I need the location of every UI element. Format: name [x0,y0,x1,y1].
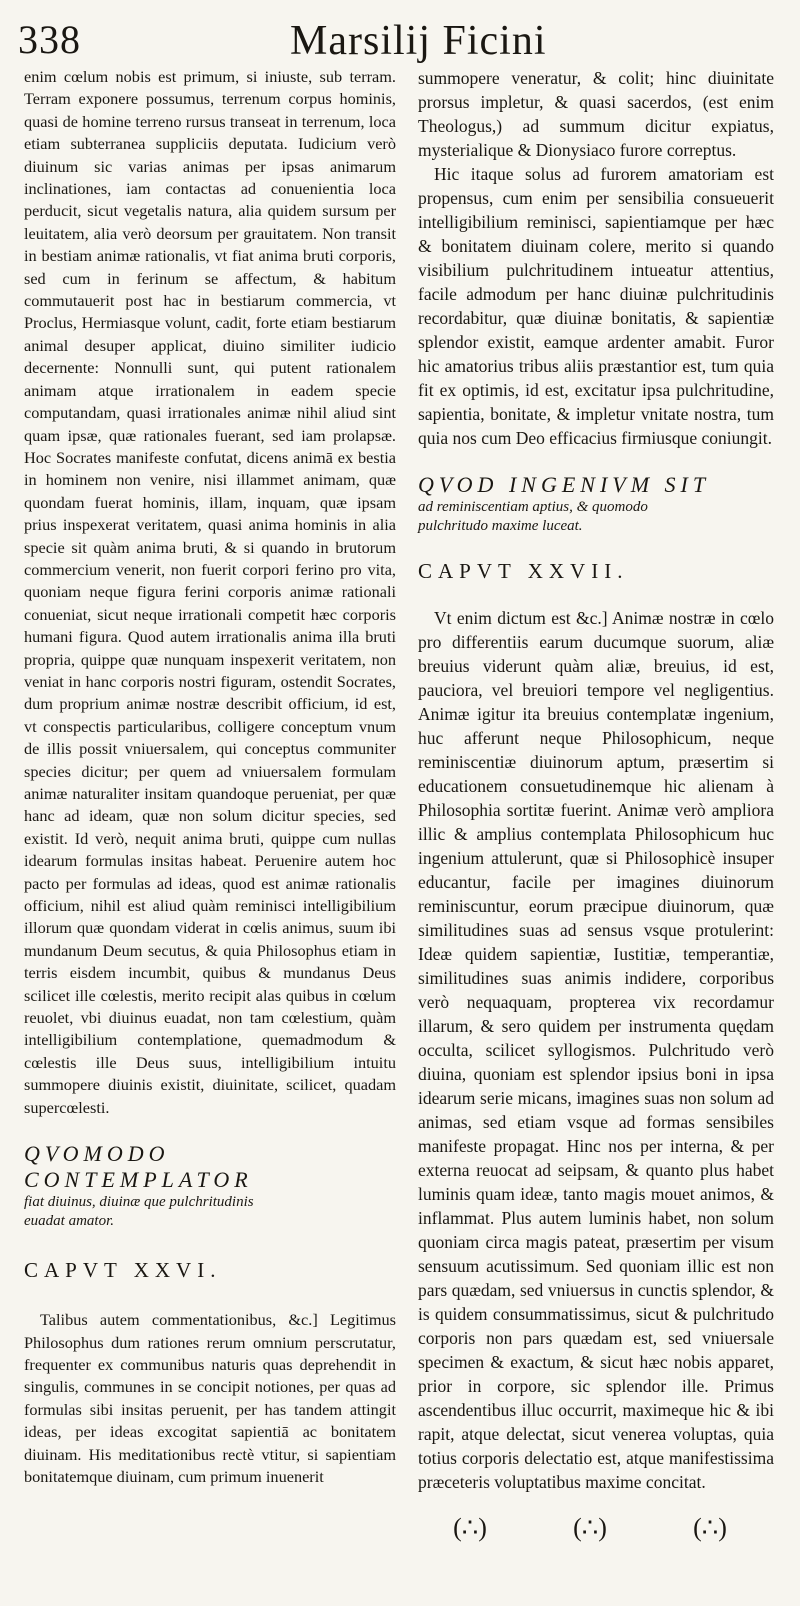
left-paragraph-2: Talibus autem commentationibus, &c.] Legitimus Philosophus dum rationes rerum omnium perscrutatur, frequenter ex communibus naturis quas deprehendit in singulis, communes in se concipit notiones, per quas ad formulas sibi insitas peruenit, per has tandem attingit ideas, per ideas excogitat sapientiā ac bonitatem diuinam. His meditationibus rectè vtitur, si sapientiam bonitatemque diuinam, cum primum inuenerit [24,1310,396,1486]
ornament-row [440,1510,740,1550]
page-header [0,14,800,74]
running-title: Marsilij Ficini [290,18,547,64]
page-number: 338 [18,17,81,62]
ornament-1: (∴) [453,1513,487,1542]
chapter-27-number: CAPVT XXVII. [418,559,629,583]
right-paragraph-1: summopere veneratur, & colit; hinc diuinitate prorsus impletur, & quasi sacerdos, (est enim Theologus,) ad summum dicitur expiatus, mysterialique & Dionysiaco furore correptus. [418,68,774,160]
chapter-26-subheading-line-1: fiat diuinus, diuinæ que pulchritudinis [24,1194,254,1211]
ornament-3: (∴) [693,1513,727,1542]
left-column [24,66,396,1488]
right-paragraph-3: Vt enim dictum est &c.] Animæ nostræ in cœlo pro differentiis earum ducumque suorum, aliæ breuius viderunt quàm aliæ, breuius, id est, pauciora, vel breuiori tempore vel negligentius. Animæ igitur ita breuius contemplatæ ingenium, huc afferunt neque Philosophicum, neque reminiscentiæ diuinorum aptum, præsertim si educationem consuetudinemque hic alienam à Philosophia sortitæ fuerint. Animæ verò ampliora illic & amplius contemplata Philosophicum huc ingenium attulerunt, quæ si Philosophicè insuper educantur, facile per imagines diuinorum reminiscuntur, eorum præcipue diuinorum, quæ similitudines suas ad sensus vsque protulerint: Ideæ quidem sapientiæ, Iustitiæ, temperantiæ, similitudines suas animis indidere, corporibus verò nequaquam, propterea vix recordamur illarum, & sero quidem per instrumenta quędam occulta, scilicet syllogismos. Pulchritudo verò diuina, quoniam est splendor ipsius boni in ipsa idearum serie micans, imagines suas non solum ad animas, sed etiam vsque ad formas sensibiles manifeste propagat. Hinc nos per interna, & per externa reuocat ad seipsam, & quanto plus habet luminis quam ideæ, tanto magis mouet animos, & inflammat. Plus autem luminis habet, non solum quoniam circa magis pateat, præsertim per visum sensuum acutissimum. Sed quoniam illic est non pars quædam, sed vniuersus in cunctis splendor, & is quidem consummatissimus, sicut & pulchritudo corporis non pars quædam est, sed vniuersale specimen & exactum, & sicut hæc nobis apparet, prior in corpore, sic splendor ille. Primus ascendentibus illuc occurrit, maximeque hic & ibi rapit, atque delectat, sicut venerea voluptas, quia totius corporis delectatio est, atque manifestissima præceteris voluptatibus maxime concitat. [418,608,774,1492]
left-paragraph-1: enim cœlum nobis est primum, si iniuste, sub terram. Terram exponere possumus, terrenum corpus hominis, quasi de homine terreno rursus transeat in terrenum, loca etiam subterranea suppliciis deputata. Iudicium verò diuinum sic varias animas per ipsas animarum inclinationes, iam contactas ad conuenientia loca perducit, sicut vegetalis natura, alia quidem sursum per leuitatem, alia verò deorsum per grauitatem. Non transit in bestiam animæ rationalis, vt fiat anima bruti corporis, sed cum in ferinum se affectum, & habitum commutauerit post hac in bestiarum commercia, vt Proclus, Hermiasque volunt, cadit, forte etiam bestiarum animal desuper applicat, diuino similiter iudicio decernente: Nonnulli sunt, qui putent rationalem animam atque irrationalem in eadem specie computandam, quasi irrationales animæ nihil aliud sint quam ipsæ, quæ rationales fuerant, sed iam prolapsæ. Hoc Socrates manifeste confutat, dicens animā ex bestia in hominem non venire, nisi illammet animam, quæ quondam fuerat hominis, illam, inquam, quæ ipsam prius inspexerat veritatem, quasi anima hominis in alia specie sit quàm anima bruti, & si quando in brutorum commercium venerit, non fuerit corpori ferino pro vita, quoniam neque figura ferini corporis animæ rationali conueniat, sicut neque irrationali competit hæc corporis humani figura. Quod autem irrationalis anima illa bruti propria, quippe quæ nunquam inspexerit veritatem, non veniat in hanc corporis nostri figuram, ostendit Socrates, dum proprium animæ nostræ describit officium, id est, vt conspectis particularibus, colligere conceptum vnum de illis possit vniuersalem, qui conceptus communiter species dicitur; per quem ad vniuersalem formulam animæ naturaliter insitam quandoque perueniat, per quæ hanc ad ideam, quæ non solum dicitur species, sed existit. Id verò, nequit anima bruti, quippe cum nullas idearum formulas insitas habeat. Peruenire autem hoc pacto per formulas ad ideas, quod est animæ rationalis officium, nihil est aliud quàm reminisci intelligibilium illorum quæ quondam viderat in cœlis animus, suum ibi mundanum Deum secutus, & quia Philosophus etiam in terris eisdem incumbit, quibus & mundanus Deus scilicet ille cœlestis, merito recipit alas quibus in cœlum reuolet, vbi diuinus euadat, non tam cœlestium, quàm intelligibilium contemplatione, quemadmodum & cœlestis ille Deus suus, intelligibilium intuitu summopere diuinis existit, diuinitate, scilicet, quadam supercœlesti. [24,67,396,1117]
chapter-27-subheading-line-2: pulchritudo maxime luceat. [418,518,583,534]
right-paragraph-2: Hic itaque solus ad furorem amatoriam est propensus, cum enim per sensibilia consueuerit intelligibilium reminisci, sapientiamque per hæc & bonitatem diuinam colere, merito si quando visibilium pulchritudinem intueatur attentius, facile admodum per hanc diuinæ pulchritudinis recordabitur, quæ diuinæ bonitatis, & sapientiæ splendor existit, eamque ardenter amabit. Furor hic amatorius tribus aliis præstantior est, tum quia fit ex optimis, id est, excitatur ipsa pulchritudine, sapientia, bonitate, & impletur vnitate nostra, tum quia nos cum Deo efficacius firmiusque coniungit. [418,164,774,448]
chapter-26-number: CAPVT XXVI. [24,1258,222,1283]
chapter-27-subheading-line-1: ad reminiscentiam aptius, & quomodo [418,499,648,515]
chapter-27-heading: QVOD INGENIVM SIT [418,472,711,497]
ornament-2: (∴) [573,1513,607,1542]
chapter-26-heading: QVOMODO CONTEMPLATOR [24,1141,253,1193]
chapter-26-subheading-line-2: euadat amator. [24,1213,114,1230]
right-column [418,66,774,1494]
